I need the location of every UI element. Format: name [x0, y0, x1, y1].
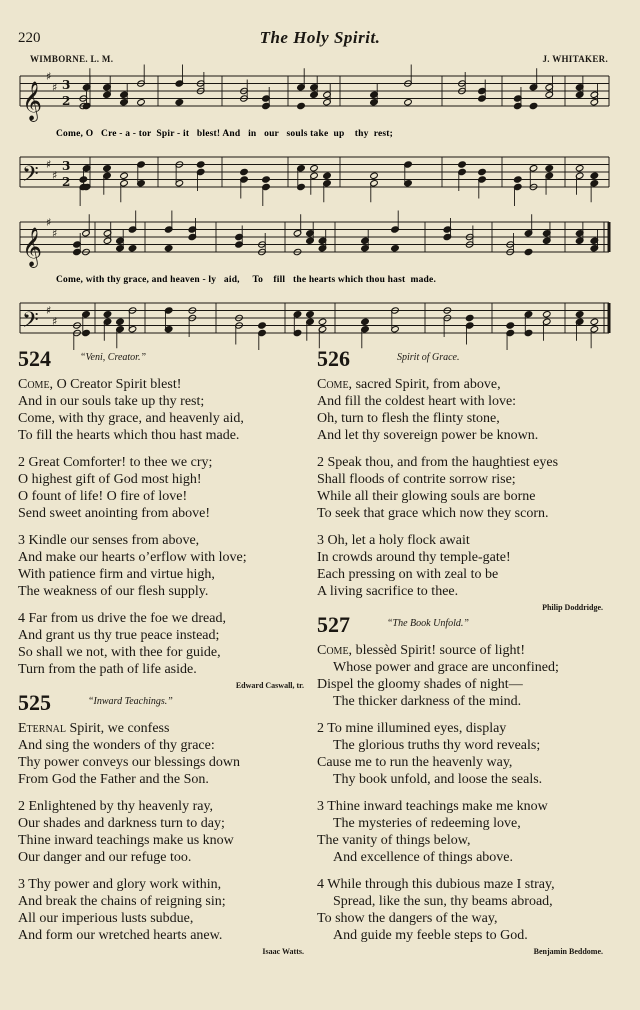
line: And let thy sovereign power be known. [317, 428, 539, 443]
line: The glorious truths thy word reveals; [333, 738, 541, 753]
hymn-number: 524 [18, 346, 51, 371]
stanza [317, 376, 617, 444]
bass-clef-icon: 𝄢 [22, 308, 39, 338]
line: To fill the hearts which thou hast made. [18, 428, 240, 443]
note-head [590, 172, 599, 179]
stanza [317, 720, 617, 788]
note-head [391, 245, 400, 252]
note-head [120, 172, 129, 179]
line: Come, with thy grace, and heavenly aid, [18, 411, 244, 426]
line: Thy book unfold, and loose the seals. [333, 772, 543, 787]
sharp-icon: ♯ [52, 81, 58, 94]
first-word: Come, [317, 377, 353, 392]
hymn-author: Benjamin Beddome. [533, 947, 603, 956]
line: And sing the wonders of thy grace: [18, 738, 215, 753]
note-head [361, 318, 370, 325]
line: And break the chains of reigning sin; [18, 894, 226, 909]
right-column [317, 346, 617, 962]
bass-clef-icon: 𝄢 [22, 162, 39, 192]
line: 3 Kindle our senses from above, [18, 533, 200, 548]
note-head [404, 99, 413, 106]
line: And excellence of things above. [333, 850, 513, 865]
line: And form our wretched hearts anew. [18, 928, 223, 943]
line: Thy power conveys our blessings down [18, 755, 241, 770]
note-head [542, 311, 551, 318]
sharp-icon: ♯ [52, 169, 58, 182]
line: Spread, like the sun, thy beams abroad, [333, 894, 553, 909]
treble-clef-icon: 𝄞 [22, 227, 43, 267]
line-text: blessèd Spirit! source of light! [352, 643, 526, 658]
line: O fount of life! O fire of love! [18, 489, 188, 504]
note-head [116, 318, 125, 325]
line: The thicker darkness of the mind. [333, 694, 522, 709]
line: Thine inward teachings make us know [18, 833, 234, 848]
left-column [18, 346, 318, 962]
line: While all their glowing souls are borne [317, 489, 536, 504]
first-word: Eternal [18, 721, 66, 736]
note-head [306, 311, 315, 318]
note-head [465, 314, 474, 321]
line: Shall floods of contrite sorrow rise; [317, 472, 516, 487]
time-signature: 2 [62, 175, 71, 189]
page-number: 220 [18, 30, 41, 46]
stanza [18, 876, 318, 944]
time-signature: 3 [62, 78, 71, 92]
line: So shall we not, with thee for guide, [18, 645, 221, 660]
note-head [128, 245, 137, 252]
line: 4 Far from us drive the foe we dread, [18, 611, 226, 626]
note-head [545, 165, 554, 172]
line: The mysteries of redeeming love, [333, 816, 521, 831]
line: The vanity of things below, [317, 833, 471, 848]
hymn-title: “Inward Teachings.” [88, 696, 173, 707]
lyrics-system-2: Come, with thy grace, and heaven - ly aid, To fill the hearts which thou hast made. [56, 275, 437, 285]
line-text: Spirit, we confess [66, 721, 170, 736]
stanza [18, 376, 318, 444]
hymn-author: Isaac Watts. [262, 947, 304, 956]
hymn-author: Philip Doddridge. [542, 603, 603, 612]
treble-clef-icon: 𝄞 [22, 81, 43, 121]
line: And guide my feeble steps to God. [333, 928, 528, 943]
stanza [18, 532, 318, 600]
line: Turn from the path of life aside. [18, 662, 197, 677]
note-head [318, 318, 327, 325]
hymn-author: Edward Caswall, tr. [235, 681, 304, 690]
line: All our imperious lusts subdue, [18, 911, 194, 926]
first-word: Come, [317, 643, 353, 658]
note-head [310, 165, 319, 172]
line: 2 Enlightened by thy heavenly ray, [18, 799, 214, 814]
line: 4 While through this dubious maze I stray, [317, 877, 555, 892]
line: From God the Father and the Son. [18, 772, 209, 787]
stanza [18, 798, 318, 866]
note-head [262, 176, 271, 183]
hymn-title: “Veni, Creator.” [80, 352, 147, 363]
line: 2 Speak thou, and from the haughtiest eyes [317, 455, 559, 470]
note-head [323, 172, 332, 179]
note-head [575, 165, 584, 172]
line: O highest gift of God most high! [18, 472, 202, 487]
line: And grant us thy true peace instead; [18, 628, 220, 643]
line: And in our souls take up thy rest; [18, 394, 205, 409]
note-head [164, 245, 173, 252]
hymn-526 [317, 346, 617, 612]
line: To show the dangers of the way, [317, 911, 498, 926]
hymn-number: 526 [317, 346, 350, 371]
stanza [18, 610, 318, 678]
note-head [590, 318, 599, 325]
first-word: Come, [18, 377, 54, 392]
note-head [258, 322, 267, 329]
line: Whose power and grace are unconfined; [333, 660, 559, 675]
time-signature: 2 [62, 94, 71, 108]
hymn-number: 527 [317, 612, 350, 637]
hymn-title: “The Book Unfold.” [387, 618, 469, 629]
note-head [103, 311, 112, 318]
sharp-icon: ♯ [46, 216, 52, 229]
note-head [575, 311, 584, 318]
hymn-number: 525 [18, 690, 51, 715]
note-head [240, 168, 249, 175]
line: The weakness of our flesh supply. [18, 584, 209, 599]
line: Oh, turn to flesh the flinty stone, [317, 411, 500, 426]
note-head [458, 161, 467, 168]
note-head [529, 102, 538, 109]
note-head [175, 99, 184, 106]
time-signature: 3 [62, 159, 71, 173]
line: 2 Great Comforter! to thee we cry; [18, 455, 213, 470]
line: 3 Thine inward teachings make me know [317, 799, 548, 814]
note-head [297, 102, 306, 109]
sharp-icon: ♯ [46, 304, 52, 317]
music-score [0, 0, 640, 350]
stanza [18, 454, 318, 522]
note-head [506, 322, 515, 329]
hymn-524 [18, 346, 318, 690]
line: Our shades and darkness turn to day; [18, 816, 225, 831]
sharp-icon: ♯ [52, 315, 58, 328]
hymn-525 [18, 690, 318, 956]
note-head [524, 248, 533, 255]
stanza [317, 798, 617, 866]
note-head [478, 168, 487, 175]
note-head [370, 172, 379, 179]
page-title: The Holy Spirit. [259, 28, 381, 47]
line: And fill the coldest heart with love: [317, 394, 517, 409]
stanza [317, 876, 617, 944]
line: To seek that grace which now they scorn. [317, 506, 549, 521]
stanza [317, 642, 617, 710]
hymn-527 [317, 612, 617, 956]
line: With patience firm and virtue high, [18, 567, 215, 582]
sharp-icon: ♯ [52, 227, 58, 240]
note-head [196, 161, 205, 168]
line: Send sweet anointing from above! [18, 506, 211, 521]
line: In crowds around thy temple-gate! [317, 550, 511, 565]
line: A living sacrifice to thee. [317, 584, 459, 599]
line: Our danger and our refuge too. [18, 850, 192, 865]
line-text: sacred Spirit, from above, [352, 377, 501, 392]
line: 3 Oh, let a holy flock await [317, 533, 470, 548]
note-head [137, 99, 146, 106]
sharp-icon: ♯ [46, 70, 52, 83]
hymn-title: Spirit of Grace. [397, 352, 460, 363]
sharp-icon: ♯ [46, 158, 52, 171]
note-head [103, 165, 112, 172]
stanza [317, 454, 617, 522]
stanza [317, 532, 617, 600]
line: 2 To mine illumined eyes, display [317, 721, 507, 736]
note-head [513, 176, 522, 183]
line: And make our hearts o’erflow with love; [18, 550, 247, 565]
line: Each pressing on with zeal to be [317, 567, 499, 582]
lyrics-system-1: Come, O Cre - a - tor Spir - it blest! And in our souls take up thy rest; [56, 129, 394, 139]
stanza [18, 720, 318, 788]
tune-composer: J. WHITAKER. [542, 54, 608, 64]
line: 3 Thy power and glory work within, [18, 877, 222, 892]
line: Cause me to run the heavenly way, [317, 755, 513, 770]
line-text: O Creator Spirit blest! [53, 377, 182, 392]
line: Dispel the gloomy shades of night— [317, 677, 523, 692]
tune-name: WIMBORNE. L. M. [30, 54, 114, 64]
